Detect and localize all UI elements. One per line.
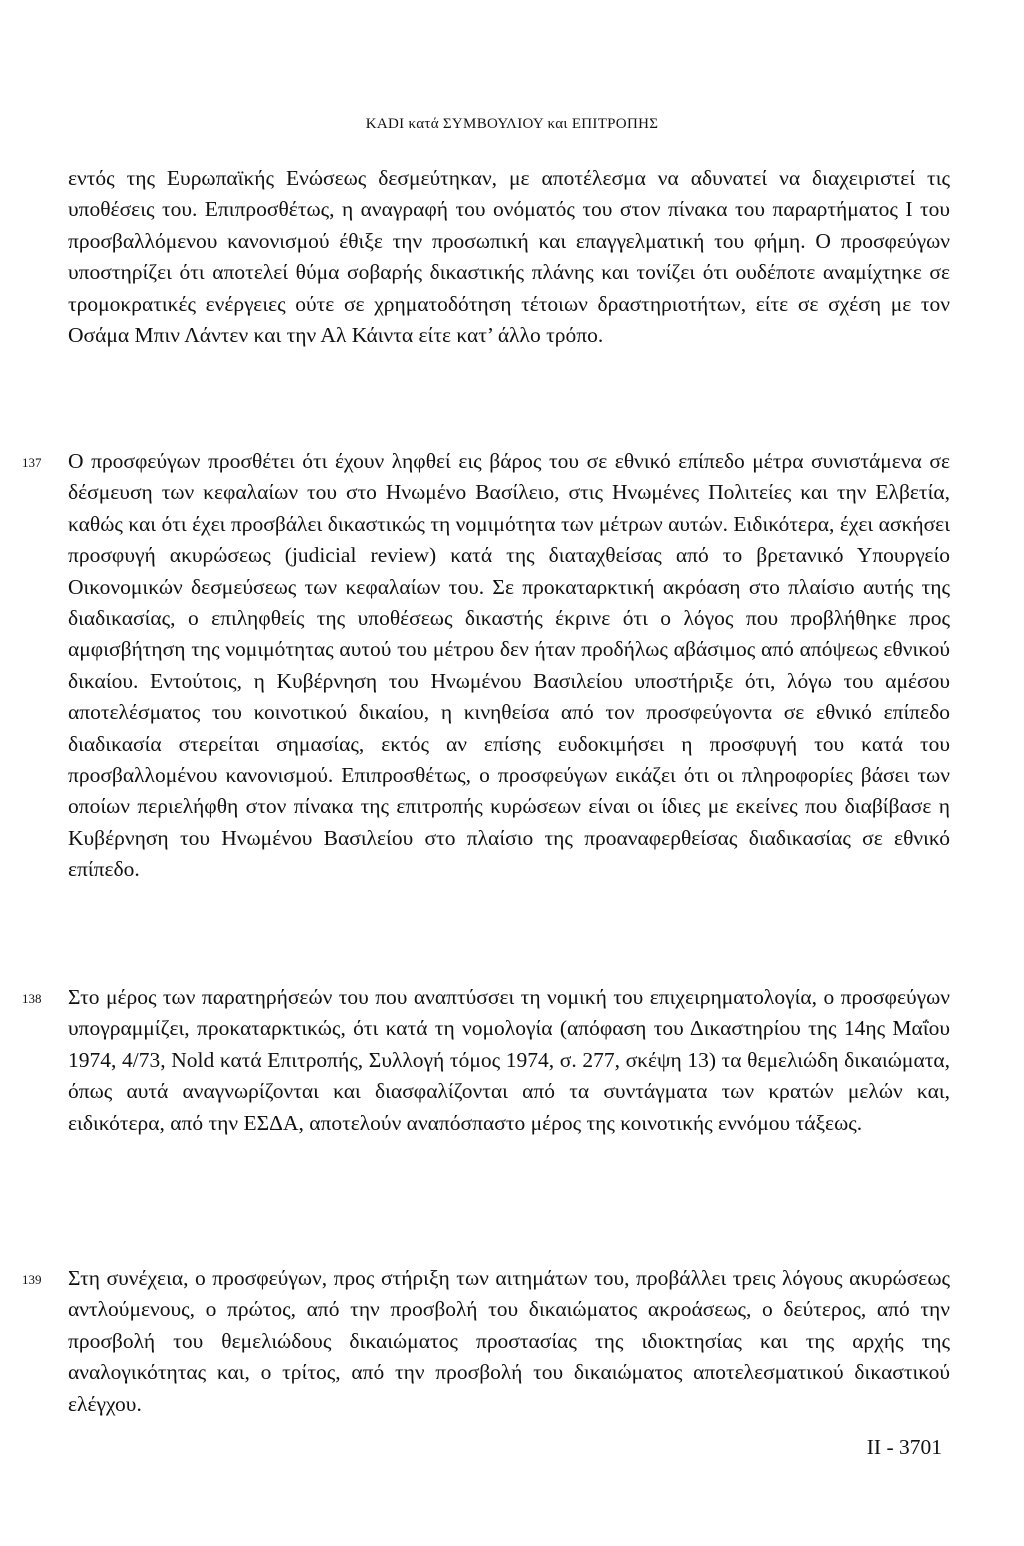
paragraph-137: Ο προσφεύγων προσθέτει ότι έχουν ληφθεί εις βάρος του σε εθνικό επίπεδο μέτρα συνιστάμενα σε δέσμευση των κεφαλαίων του στο Ηνωμένο Βασίλειο, στις Ηνωμένες Πολιτείες και την Ελβετία, καθώς και ότι έχει προσβάλει δικαστικώς τη νομιμότητα των μέτρων αυτών. Ειδικότερα, έχει ασκήσει προσφυγή ακυρώσεως (judicial review) κατά της διαταχθείσας από το βρετανικό Υπουργείο Οικονομικών δεσμεύσεως των κεφαλαίων του. Σε προκαταρκτική ακρόαση στο πλαίσιο αυτής της διαδικασίας, ο επιληφθείς της υποθέσεως δικαστής έκρινε ότι ο λόγος που προβλήθηκε προς αμφισβήτηση της νομιμότητας αυτού του μέτρου δεν ήταν προδήλως αβάσιμος από απόψεως εθνικού δικαίου. Εντούτοις, η Κυβέρνηση του Ηνωμένου Βασιλείου υποστήριξε ότι, λόγω του αμέσου αποτελέσματος του κοινοτικού δικαίου, η κινηθείσα από τον προσφεύγοντα σε εθνικό επίπεδο διαδικασία στερείται σημασίας, εκτός αν επίσης ευδοκιμήσει η προσφυγή του κατά του προσβαλλομένου κανονισμού. Επιπροσθέτως, ο προσφεύγων εικάζει ότι οι πληροφορίες βάσει των οποίων περιελήφθη στον πίνακα της επιτροπής κυρώσεων είναι οι ίδιες με εκείνες που διαβίβασε η Κυβέρνηση του Ηνωμένου Βασιλείου στο πλαίσιο της προαναφερθείσας διαδικασίας σε εθνικό επίπεδο. (68, 449, 950, 882)
paragraph-138: Στο μέρος των παρατηρήσεών του που αναπτύσσει τη νομική του επιχειρηματολογία, ο προσφεύγων υπογραμμίζει, προκαταρκτικώς, ότι κατά τη νομολογία (απόφαση του Δικαστηρίου της 14ης Μαΐου 1974, 4/73, Nold κατά Επιτροπής, Συλλογή τόμος 1974, σ. 277, σκέψη 13) τα θεμελιώδη δικαιώματα, όπως αυτά αναγνωρίζονται και διασφαλίζονται από τα συντάγματα των κρατών μελών και, ειδικότερα, από την ΕΣΔΑ, αποτελούν αναπόσπαστο μέρος της κοινοτικής εννόμου τάξεως. (68, 985, 950, 1135)
paragraph-continued: εντός της Ευρωπαϊκής Ενώσεως δεσμεύτηκαν, με αποτέλεσμα να αδυνατεί να διαχειριστεί τις υποθέσεις του. Επιπροσθέτως, η αναγραφή του ονόματός του στον πίνακα του παραρτήματος I του προσβαλλόμενου κανονισμού έθιξε την προσωπική και επαγγελματική του φήμη. Ο προσφεύγων υποστηρίζει ότι αποτελεί θύμα σοβαρής δικαστικής πλάνης και τονίζει ότι ουδέποτε αναμίχτηκε σε τρομοκρατικές ενέργειες ούτε σε χρηματοδότηση τέτοιων δραστηριοτήτων, είτε σε σχέση με τον Οσάμα Μπιν Λάντεν και την Αλ Κάιντα είτε κατ’ άλλο τρόπο. (68, 166, 950, 348)
paragraph-number: 137 (22, 455, 42, 470)
paragraph-139: Στη συνέχεια, ο προσφεύγων, προς στήριξη των αιτημάτων του, προβάλλει τρεις λόγους ακυρώσεως αντλούμενους, ο πρώτος, από την προσβολή του δικαιώματος ακροάσεως, ο δεύτερος, από την προσβολή του θεμελιώδους δικαιώματος προστασίας της ιδιοκτησίας και της αρχής της αναλογικότητας και, ο τρίτος, από την προσβολή του δικαιώματος αποτελεσματικού δικαστικού ελέγχου. (68, 1266, 950, 1416)
running-head: KADI κατά ΣΥΜΒΟΥΛΙΟΥ και ΕΠΙΤΡΟΠΗΣ (365, 116, 659, 132)
page-number: II - 3701 (866, 1435, 942, 1459)
paragraph-number: 138 (22, 991, 42, 1006)
paragraph-number: 139 (22, 1272, 42, 1287)
